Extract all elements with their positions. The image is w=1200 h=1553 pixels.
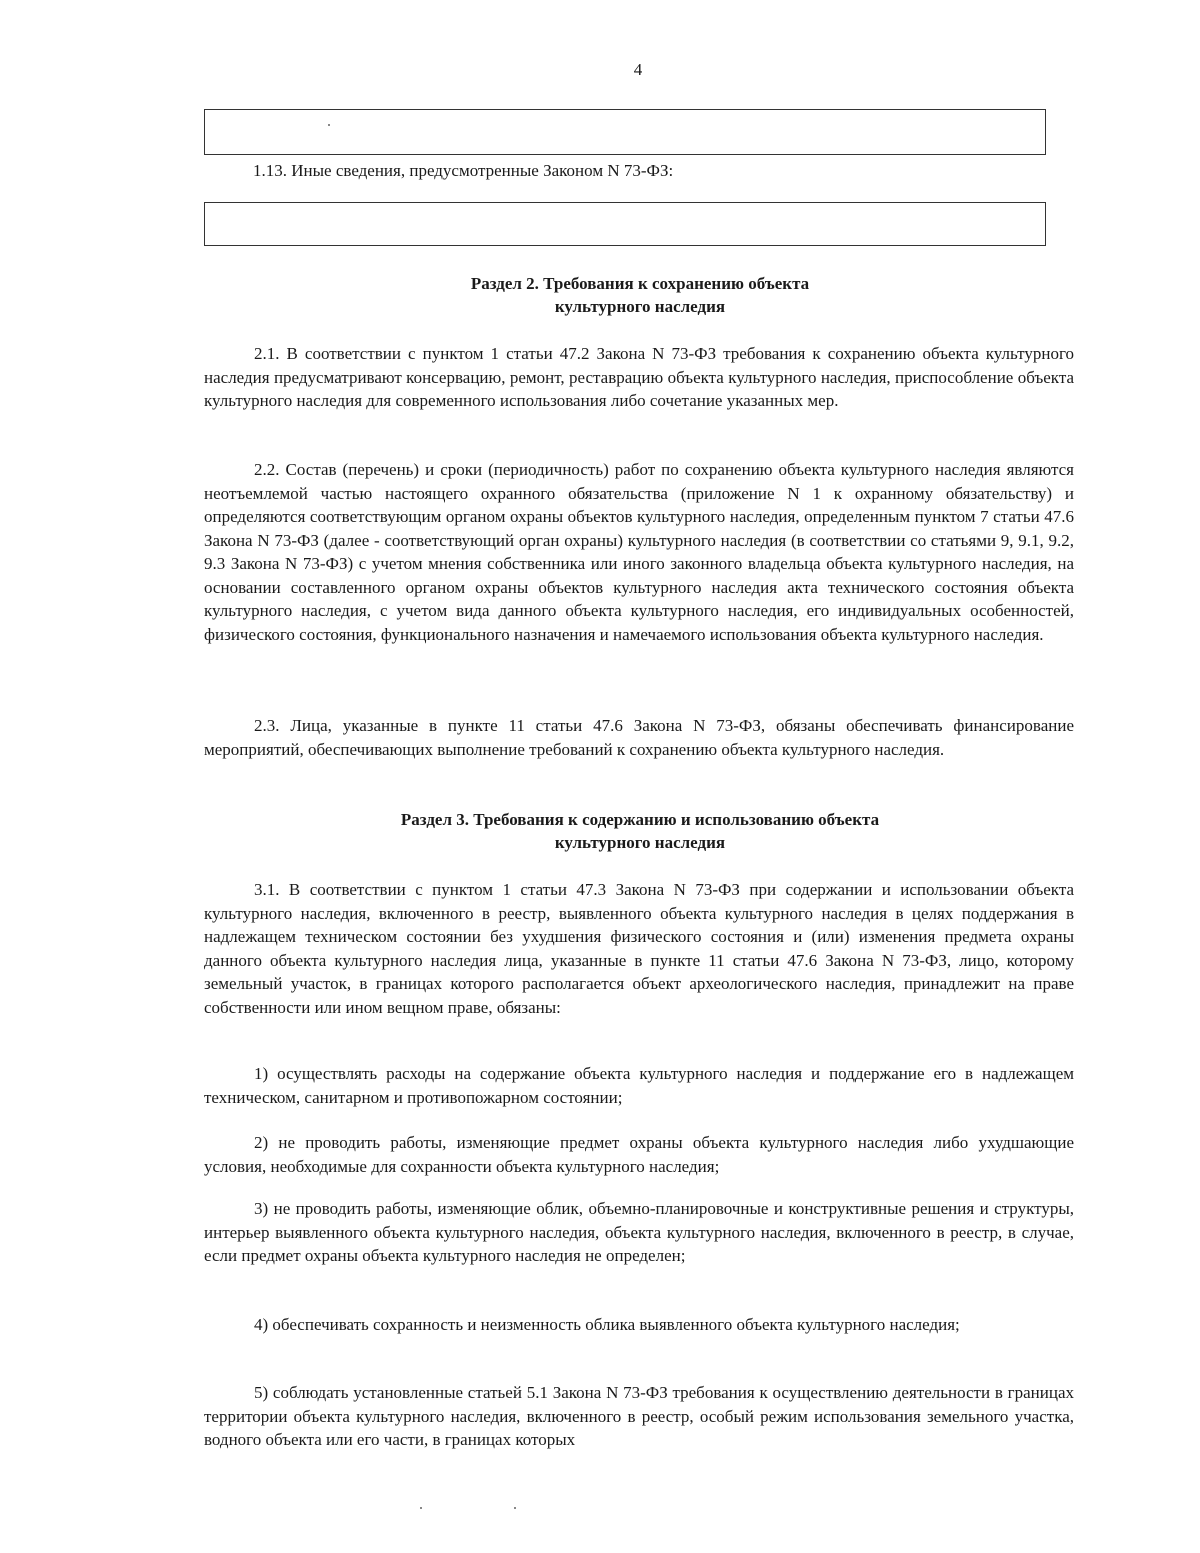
section-2-heading [204, 272, 1076, 318]
section-2-heading-line2: культурного наследия [554, 297, 726, 316]
section-3-heading-line1: Раздел 3. Требования к содержанию и использованию объекта [400, 810, 880, 829]
field-1-12-value-box [204, 109, 1046, 155]
paragraph-3-1: 3.1. В соответствии с пунктом 1 статьи 47.3 Закона N 73-ФЗ при содержании и использовании объекта культурного наследия, включенного в реестр, выявленного объекта культурного наследия в целях поддержания в надлежащем техническом состоянии без ухудшения физического состояния и (или) изменения предмета охраны данного объекта культурного наследия лица, указанные в пункте 11 статьи 47.6 Закона N 73-ФЗ, лицо, которому земельный участок, в границах которого располагается объект археологического наследия, принадлежит на праве собственности или ином вещном праве, обязаны: [204, 880, 1074, 1017]
paragraph-2-2: 2.2. Состав (перечень) и сроки (периодичность) работ по сохранению объекта культурного наследия являются неотъемлемой частью настоящего охранного обязательства (приложение N 1 к охранному обязательству) и определяются соответствующим органом охраны объектов культурного наследия, определенным пунктом 7 статьи 47.6 Закона N 73-ФЗ (далее - соответствующий орган охраны) культурного наследия (в соответствии со статьями 9, 9.1, 9.2, 9.3 Закона N 73-ФЗ) с учетом мнения собственника или иного законного владельца объекта культурного наследия, на основании составленного органом охраны объектов культурного наследия акта технического состояния объекта культурного наследия, с учетом вида данного объекта культурного наследия, его индивидуальных особенностей, физического состояния, функционального назначения и намечаемого использования объекта культурного наследия. [204, 460, 1074, 644]
scan-speck [328, 124, 330, 126]
page-number: 4 [633, 60, 643, 79]
field-1-13-label: 1.13. Иные сведения, предусмотренные Законом N 73-ФЗ: [253, 161, 674, 180]
paragraph-2-1: 2.1. В соответствии с пунктом 1 статьи 47.2 Закона N 73-ФЗ требования к сохранению объекта культурного наследия предусматривают консервацию, ремонт, реставрацию объекта культурного наследия, приспособление объекта культурного наследия для современного использования либо сочетание указанных мер. [204, 344, 1074, 410]
list-item-2: 2) не проводить работы, изменяющие предмет охраны объекта культурного наследия либо ухудшающие условия, необходимые для сохранности объекта культурного наследия; [204, 1133, 1074, 1176]
field-1-13-value-box [204, 202, 1046, 246]
list-item-5: 5) соблюдать установленные статьей 5.1 Закона N 73-ФЗ требования к осуществлению деятельности в границах территории объекта культурного наследия, включенного в реестр, особый режим использования земельного участка, водного объекта или его части, в границах которых [204, 1383, 1074, 1449]
list-item-3: 3) не проводить работы, изменяющие облик, объемно-планировочные и конструктивные решения и структуры, интерьер выявленного объекта культурного наследия, объекта культурного наследия, включенного в реестр, в случае, если предмет охраны объекта культурного наследия не определен; [204, 1199, 1074, 1265]
section-2-heading-line1: Раздел 2. Требования к сохранению объекта [470, 274, 810, 293]
list-item-4: 4) обеспечивать сохранность и неизменность облика выявленного объекта культурного наследия; [254, 1315, 960, 1334]
list-item-1: 1) осуществлять расходы на содержание объекта культурного наследия и поддержание его в надлежащем техническом, санитарном и противопожарном состоянии; [204, 1064, 1074, 1107]
scan-speck [420, 1507, 422, 1509]
paragraph-2-3: 2.3. Лица, указанные в пункте 11 статьи 47.6 Закона N 73-ФЗ, обязаны обеспечивать финансирование мероприятий, обеспечивающих выполнение требований к сохранению объекта культурного наследия. [204, 716, 1074, 759]
section-3-heading [204, 808, 1076, 854]
section-3-heading-line2: культурного наследия [554, 833, 726, 852]
scan-speck [514, 1507, 516, 1509]
